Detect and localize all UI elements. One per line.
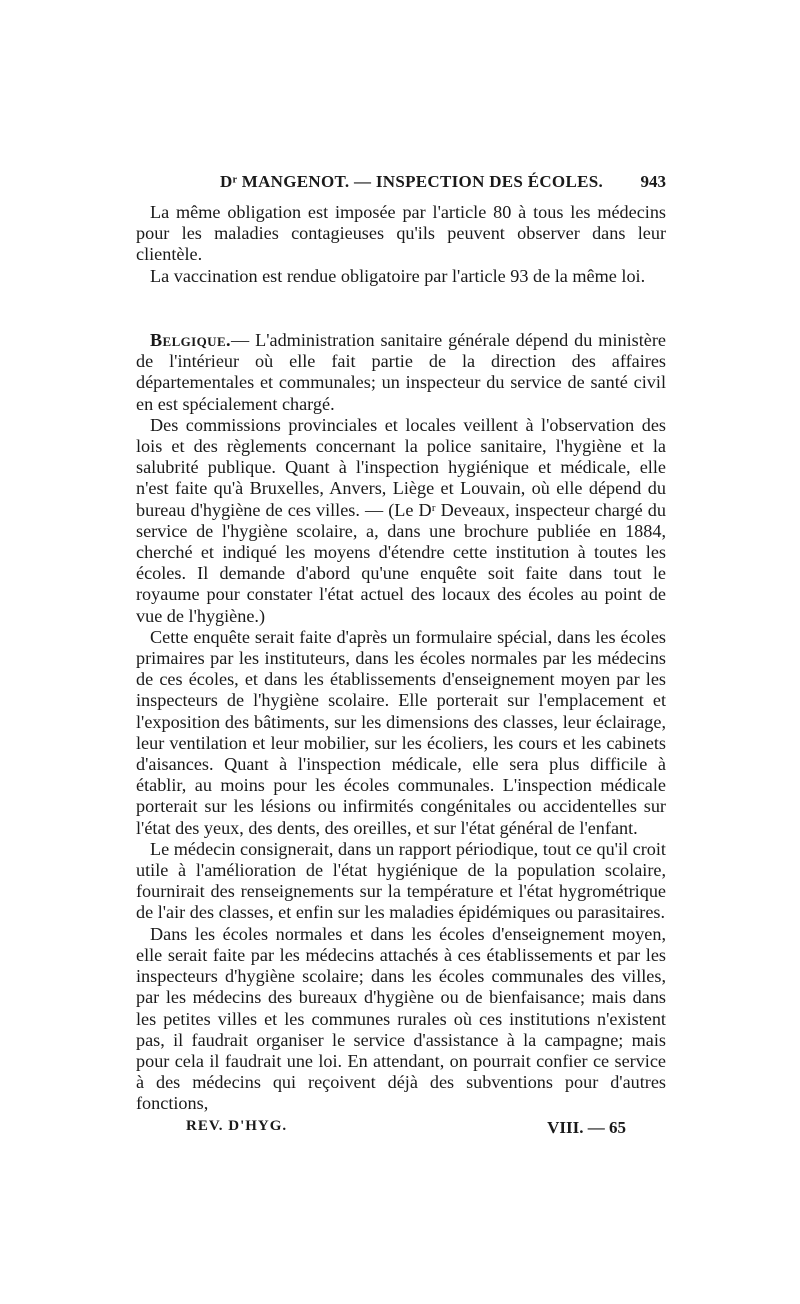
header-title: Dʳ MANGENOT. — INSPECTION DES ÉCOLES. (220, 172, 604, 191)
paragraph-ecoles-normales: Dans les écoles normales et dans les écoles d'enseignement moyen, elle serait faite par les médecins attachés à ces établissements et par les inspecteurs d'hygiène scolaire; dans les écoles communales des villes, par les médecins des bureaux d'hygiène ou de bienfaisance; mais dans les petites villes et les communes rurales où ces institutions n'existent pas, il faudrait organiser le service d'assistance à la campagne; mais pour cela il faudrait une loi. En attendant, on pourrait confier ce service à des médecins qui reçoivent déjà des subventions pour d'autres fonctions, (136, 923, 666, 1114)
belgique-section (136, 330, 666, 1115)
running-header (136, 172, 666, 196)
paragraph-vaccination: La vaccination est rendue obligatoire par l'article 93 de la même loi. (150, 265, 646, 286)
belgique-intro-text: — L'administration sanitaire générale dépend du ministère de l'intérieur où elle fait partie de la direction des affaires départementales et communales; un inspecteur du service de santé civil en est spécialement chargé. (136, 330, 666, 414)
section-label-belgique: Belgique. (150, 330, 231, 350)
paragraph-belgique-intro (136, 330, 666, 415)
paragraph-obligation: La même obligation est imposée par l'article 80 à tous les médecins pour les maladies contagieuses qu'ils peuvent observer dans leur clientèle. (136, 202, 666, 265)
footer-volume: VIII. — 65 (547, 1118, 626, 1137)
page-footer (186, 1118, 626, 1142)
footer-signature: REV. D'HYG. (186, 1118, 288, 1134)
paragraph-commissions: Des commissions provinciales et locales veillent à l'observation des lois et des règlements concernant la police sanitaire, l'hygiène et la salubrité publique. Quant à l'inspection hygiénique et médicale, elle n'est faite qu'à Bruxelles, Anvers, Liège et Louvain, où elle dépend du bureau d'hygiène de ces villes. — (Le Dʳ Deveaux, inspecteur chargé du service de l'hygiène scolaire, a, dans une brochure publiée en 1884, cherché et indiqué les moyens d'étendre cette institution à toutes les écoles. Il demande d'abord qu'une enquête soit faite dans tout le royaume pour constater l'état actuel des locaux des écoles au point de vue de l'hygiène.) (136, 414, 666, 626)
paragraph-enquete: Cette enquête serait faite d'après un formulaire spécial, dans les écoles primaires par les instituteurs, dans les écoles normales par les médecins de ces écoles, et dans les établissements d'enseignement moyen par les inspecteurs de l'hygiène scolaire. Elle porterait sur l'emplacement et l'exposition des bâtiments, sur les dimensions des classes, leur éclairage, leur ventilation et leur mobilier, sur les écoliers, les cours et les cabinets d'aisances. Quant à l'inspection médicale, elle sera plus difficile à établir, au moins pour les écoles communales. L'inspection médicale porterait sur les lésions ou infirmités congénitales ou accidentelles sur l'état des yeux, des dents, des oreilles, et sur l'état général de l'enfant. (136, 626, 666, 838)
paragraph-medecin: Le médecin consignerait, dans un rapport périodique, tout ce qu'il croit utile à l'amélioration de l'état hygiénique de la population scolaire, fournirait des renseignements sur la température et l'état hygrométrique de l'air des classes, et enfin sur les maladies épidémiques ou parasitaires. (136, 838, 666, 923)
top-text-block (136, 202, 666, 287)
page-number: 943 (640, 172, 666, 191)
